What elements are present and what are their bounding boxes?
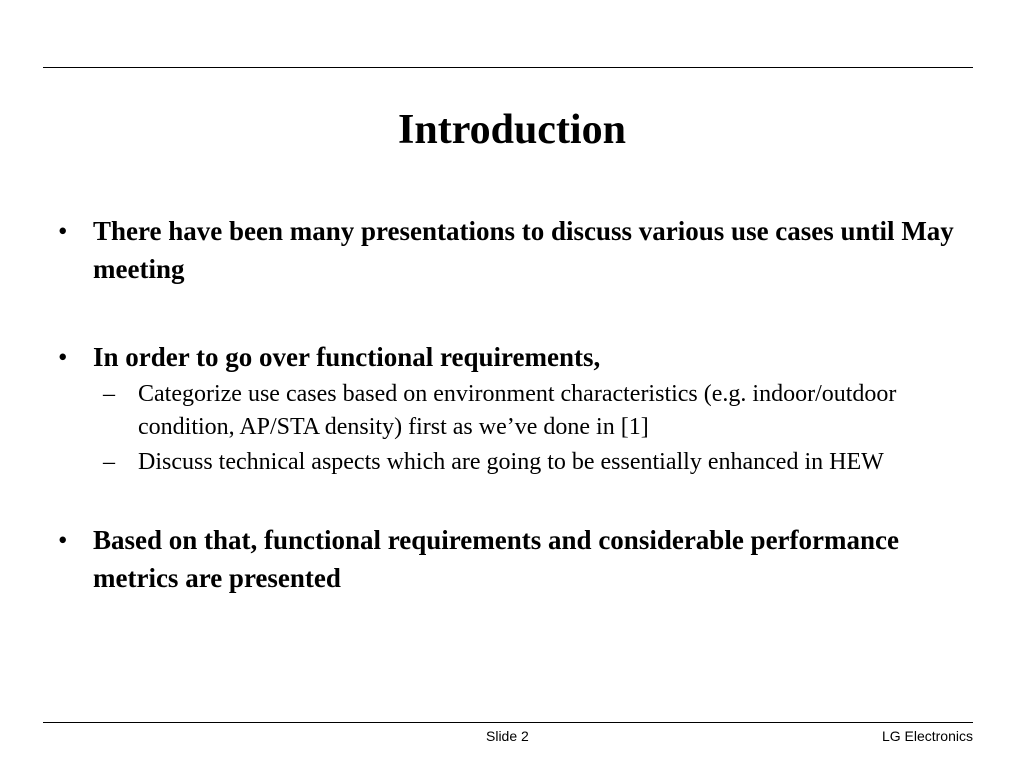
spacer [58,479,973,521]
slide-title: Introduction [398,107,626,153]
sub-bullet-item [58,446,973,479]
header-divider [43,67,973,68]
bullet-marker: • [58,342,68,372]
sub-bullet-text: Categorize use cases based on environment characteristics (e.g. indoor/outdoor condition, AP/STA density) first as we’ve done in [1] [138,381,897,440]
sub-bullet-marker: – [103,449,115,475]
footer-divider [43,722,973,723]
bullet-item [58,521,973,597]
slide-number: Slide 2 [486,728,529,744]
spacer [58,288,973,338]
sub-bullet-text: Discuss technical aspects which are going to be essentially enhanced in HEW [138,449,884,475]
bullet-item [58,212,973,288]
bullet-item [58,338,973,376]
bullet-marker: • [58,525,68,555]
bullet-marker: • [58,216,68,246]
bullet-text: In order to go over functional requirements, [93,342,601,372]
company-name: LG Electronics [881,728,973,744]
sub-bullet-marker: – [103,381,115,407]
sub-bullet-item [58,378,973,444]
bullet-text: There have been many presentations to discuss various use cases until May meeting [93,216,954,284]
slide-body [58,212,973,597]
bullet-text: Based on that, functional requirements and considerable performance metrics are presented [93,525,899,593]
